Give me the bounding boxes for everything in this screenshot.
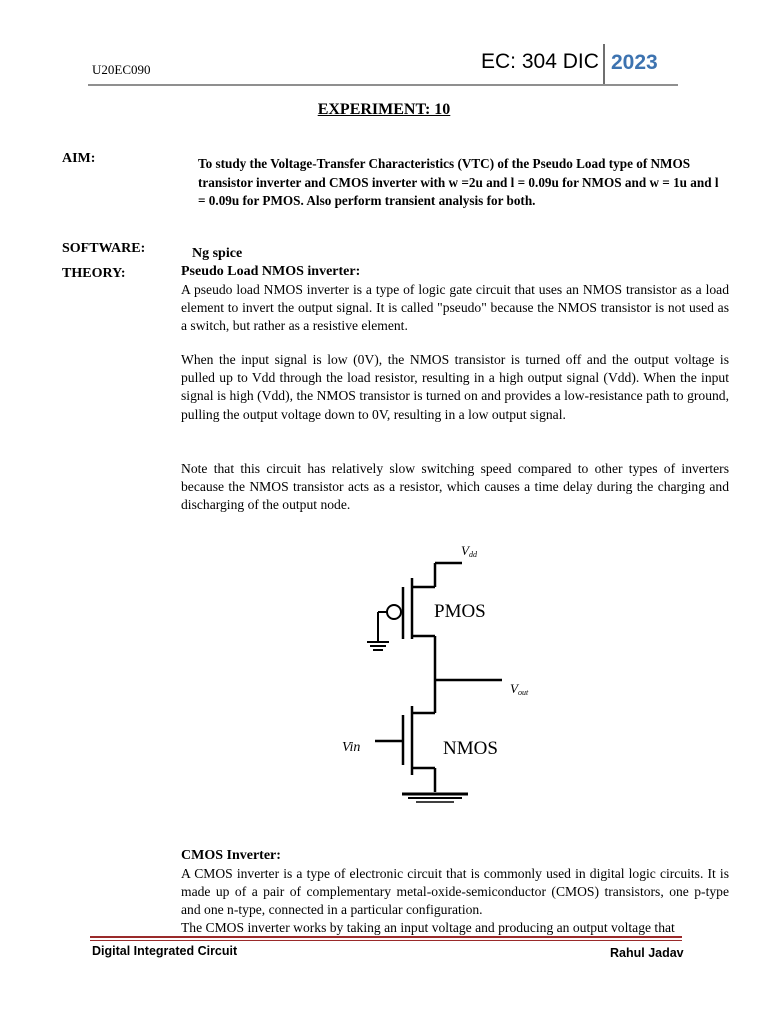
ground-icon	[402, 794, 468, 802]
cmos-heading: CMOS Inverter:	[181, 848, 281, 863]
course-code: EC: 304 DIC	[481, 50, 599, 73]
roll-number: U20EC090	[92, 62, 151, 77]
header-divider	[603, 44, 605, 86]
aim-text: To study the Voltage-Transfer Characteristics (VTC) of the Pseudo Load type of NMOS transistor inverter and CMOS inverter with w =2u and l = 0.09u for NMOS and w = 1u and l = 0.09u for PMOS. Also perform transient analysis for both.	[198, 156, 719, 209]
nmos-label: NMOS	[443, 738, 498, 759]
cmos-paragraph-2: The CMOS inverter works by taking an input voltage and producing an output voltage that	[181, 920, 675, 935]
pmos-gate-ground-icon	[367, 626, 389, 650]
footer-subject: Digital Integrated Circuit	[92, 944, 238, 958]
pseudo-nmos-circuit-diagram	[340, 538, 560, 813]
nmos-transistor	[375, 706, 435, 775]
theory-paragraph-2: When the input signal is low (0V), the NMOS transistor is turned off and the output voltage is pulled up to Vdd through the load resistor, resulting in a high output signal (Vdd). When the input signal is high (Vdd), the NMOS transistor is turned on and provides a low-resistance path to ground, pulling the output voltage down to 0V, resulting in a low output signal.	[181, 352, 729, 422]
aim-label: AIM:	[62, 151, 96, 166]
page-title: EXPERIMENT: 10	[317, 101, 451, 118]
theory-paragraph-1: A pseudo load NMOS inverter is a type of logic gate circuit that uses an NMOS transistor as a load element to invert the output signal. It is called "pseudo" because the NMOS transistor is not used as a switch, but rather as a resistive element.	[181, 282, 729, 334]
footer-rule	[90, 936, 682, 938]
vout-label: Vout	[510, 681, 529, 697]
footer-rule-thin	[90, 940, 682, 941]
cmos-paragraph-1: A CMOS inverter is a type of electronic circuit that is commonly used in digital logic circuits. It is made up of a pair of complementary metal-oxide-semiconductor (CMOS) transistors, one p-type and one n-type, connected in a particular configuration.	[181, 866, 729, 918]
pmos-transistor	[378, 578, 435, 639]
pseudo-nmos-heading: Pseudo Load NMOS inverter:	[181, 264, 361, 279]
pmos-label: PMOS	[434, 601, 486, 622]
footer-author: Rahul Jadav	[610, 946, 684, 960]
theory-label: THEORY:	[62, 266, 126, 281]
header-rule	[88, 84, 678, 86]
header-year: 2023	[611, 51, 658, 74]
software-label: SOFTWARE:	[62, 241, 146, 256]
software-text: Ng spice	[192, 246, 243, 261]
theory-paragraph-3: Note that this circuit has relatively slow switching speed compared to other types of inverters because the NMOS transistor acts as a resistor, which causes a time delay during the charging and discharging of the output node.	[181, 461, 729, 513]
vin-label: Vin	[342, 740, 361, 755]
vdd-label: Vdd	[461, 543, 477, 559]
